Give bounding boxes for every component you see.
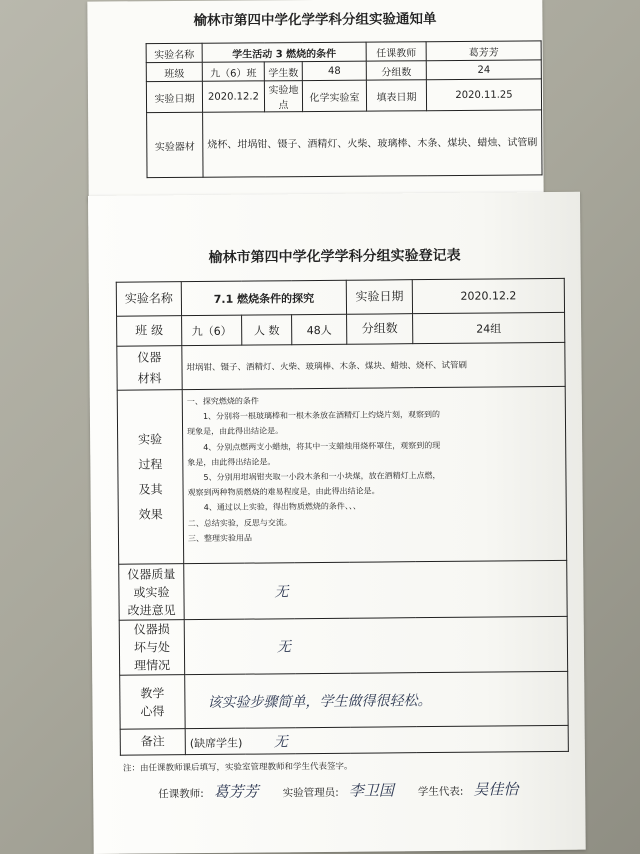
notice-place-value: 化学实验室 xyxy=(302,80,366,111)
notice-date-value: 2020.12.2 xyxy=(202,81,264,112)
notice-place-label: 实验地点 xyxy=(264,81,302,112)
notice-fill-label: 填表日期 xyxy=(366,80,426,111)
sign-teacher-value: 葛芳芳 xyxy=(213,782,259,801)
process-line: 现象是，由此得出结论是。 xyxy=(187,426,284,437)
notice-groups-label: 分组数 xyxy=(366,61,426,80)
log-title: 榆林市第四中学化学学科分组实验登记表 xyxy=(208,247,461,266)
log-table xyxy=(116,278,569,756)
log-quality-value: 无 xyxy=(184,560,568,619)
process-line: 5、分别用坩埚钳夹取一小段木条和一小块煤，放在酒精灯上点燃， xyxy=(203,470,441,483)
log-date-label: 实验日期 xyxy=(346,280,412,315)
log-class-value: 九（6） xyxy=(182,315,242,346)
log-equipment-label: 仪器 材料 xyxy=(117,346,182,391)
process-line: 象是，由此得出结论是。 xyxy=(187,457,276,467)
log-equipment-value: 坩埚钳、镊子、酒精灯、火柴、玻璃棒、木条、煤块、蜡烛、烧杯、试管刷 xyxy=(182,342,565,389)
process-line: 1、分别将一根玻璃棒和一根木条放在酒精灯上灼烧片刻，观察到的 xyxy=(202,410,441,422)
log-quality-label: 仪器质量 或实验 改进意见 xyxy=(119,564,184,621)
notice-title: 榆林市第四中学化学学科分组实验通知单 xyxy=(193,11,437,29)
notice-name-label: 实验名称 xyxy=(146,43,202,62)
sign-student-label: 学生代表: xyxy=(417,785,464,799)
sign-teacher-label: 任课教师: xyxy=(158,788,204,801)
notice-students-value: 48 xyxy=(302,61,366,80)
log-name-value: 7.1 燃烧条件的探究 xyxy=(181,280,346,315)
process-line: 4、分别点燃两支小蜡烛，将其中一支蜡烛用烧杯罩住，观察到的现 xyxy=(203,440,441,452)
log-people-value: 48人 xyxy=(292,314,347,344)
notice-teacher-label: 任课教师 xyxy=(366,42,426,61)
notice-equipment-label: 实验器材 xyxy=(147,112,203,177)
notice-students-label: 学生数 xyxy=(264,62,302,81)
signature-row xyxy=(158,778,588,803)
log-process-content xyxy=(182,386,567,563)
notice-class-value: 九（6）班 xyxy=(202,62,264,81)
notice-class-label: 班级 xyxy=(146,62,202,81)
notice-equipment-value: 烧杯、坩埚钳、镊子、酒精灯、火柴、玻璃棒、木条、煤块、蜡烛、试管刷 xyxy=(203,110,542,177)
sign-student-value: 吴佳怡 xyxy=(473,780,519,799)
log-groups-label: 分组数 xyxy=(347,314,413,345)
log-remark-cell xyxy=(185,725,568,754)
process-line: 观察到两种物质燃烧的难易程度是，由此得出结论是。 xyxy=(187,486,380,498)
notice-groups-value: 24 xyxy=(426,60,541,80)
notice-table xyxy=(146,40,543,178)
log-remark-label: 备注 xyxy=(120,729,185,756)
notice-date-label: 实验日期 xyxy=(146,81,202,112)
log-class-label: 班 级 xyxy=(117,316,182,347)
process-line: 4、通过以上实验，得出物质燃烧的条件、、、 xyxy=(203,502,361,513)
footer-note: 注：由任课教师课后填写，实验室管理教师和学生代表签字。 xyxy=(122,761,353,774)
log-groups-value: 24组 xyxy=(413,312,565,343)
log-process-label: 实验 过程 及其 效果 xyxy=(117,390,184,565)
log-damage-value: 无 xyxy=(184,616,567,674)
process-line: 三、整理实验用品 xyxy=(187,533,253,543)
log-date-value: 2020.12.2 xyxy=(412,278,564,313)
sign-admin-label: 实验管理员: xyxy=(282,786,339,800)
notice-sheet xyxy=(87,0,543,202)
notice-name-value: 学生活动 3 燃烧的条件 xyxy=(202,42,366,62)
log-teaching-value: 该实验步骤简单，学生做得很轻松。 xyxy=(185,671,568,728)
log-name-label: 实验名称 xyxy=(116,282,181,317)
notice-teacher-value: 葛芳芳 xyxy=(426,41,541,61)
log-teaching-label: 教学 心得 xyxy=(120,675,185,730)
log-sheet xyxy=(88,192,586,854)
process-line: 一、探究燃烧的条件 xyxy=(186,396,259,407)
sign-admin-value: 李卫国 xyxy=(348,781,394,800)
log-people-label: 人 数 xyxy=(242,315,292,345)
log-remark-sub: (缺席学生) xyxy=(189,736,243,750)
log-remark-value: 无 xyxy=(273,733,288,750)
process-line: 二、总结实验，反思与交流。 xyxy=(187,517,292,528)
log-damage-label: 仪器损 坏与处 理情况 xyxy=(119,620,184,676)
notice-fill-value: 2020.11.25 xyxy=(426,79,541,111)
